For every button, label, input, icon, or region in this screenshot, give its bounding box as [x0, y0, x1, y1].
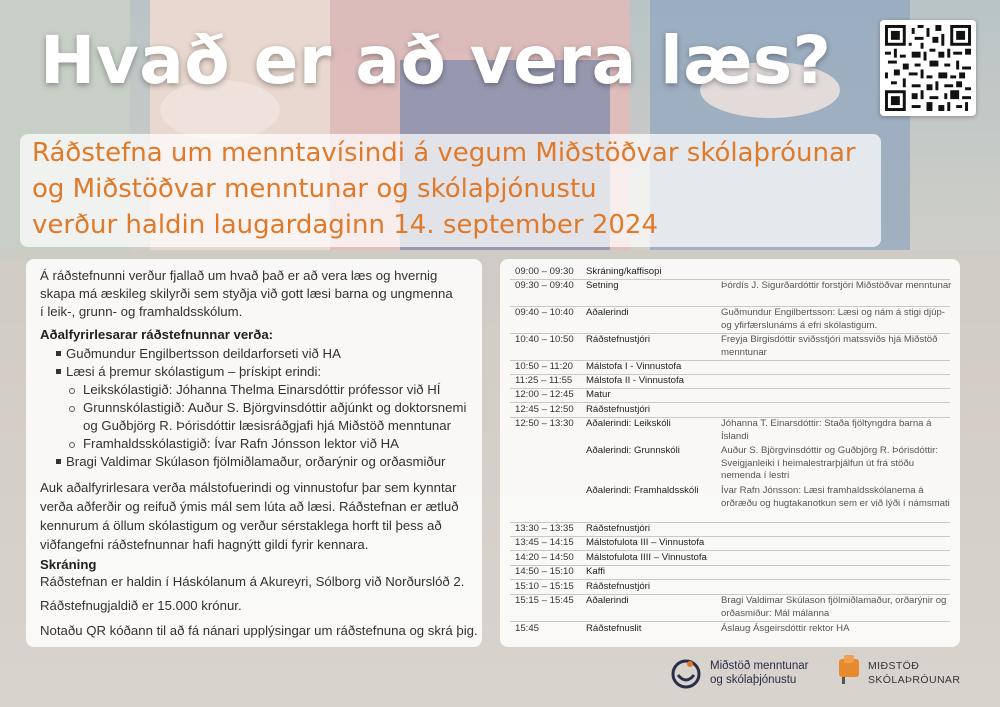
page-title: Hvað er að vera læs?	[40, 22, 832, 99]
sub-bullet-icon	[69, 442, 75, 448]
logo-line-1: Miðstöð menntunar	[710, 660, 809, 672]
workshops-line-1: Auk aðalfyrirlesara verða málstofuerindi og vinnustofur þar sem kynntar	[40, 480, 457, 495]
schedule-row	[510, 404, 950, 418]
midstod-menntunar-logo-icon	[668, 655, 704, 691]
schedule-time: 12:00 – 12:45	[515, 389, 574, 400]
schedule-time: 12:45 – 12:50	[515, 404, 574, 415]
schedule-item: Aðalerindi: Grunnskóli	[586, 445, 680, 456]
bullet-icon	[56, 459, 61, 464]
schedule-time: 13:45 – 14:15	[515, 537, 574, 548]
schedule-time: 13:30 – 13:35	[515, 523, 574, 534]
schedule-row	[510, 623, 950, 637]
intro-line-2: skapa má æskileg skilyrði sem styðja við gott læsi barna og ungmenna	[40, 286, 453, 301]
logo-text	[710, 660, 808, 687]
bullet-icon	[56, 351, 61, 356]
schedule-time: 15:45	[515, 623, 540, 634]
schedule-item: Málstofulota III – Vinnustofa	[586, 537, 705, 548]
schedule-detail: Ívar Rafn Jónsson: Læsi framhaldsskólanema á orðræðu og hugtakanotkun sem er við lýði í námsmati	[721, 485, 950, 509]
schedule-item: Setning	[586, 280, 619, 291]
schedule-row	[510, 334, 950, 361]
schedule-detail: Freyja Birgisdóttir sviðsstjóri matssviðs hjá Miðstöð menntunar	[721, 334, 938, 358]
workshops-line-4: viðfangefni ráðstefnunnar hafi hagnýtt gildi fyrir kennara.	[40, 537, 369, 552]
registration-location: Ráðstefnan er haldin í Háskólanum á Akureyri, Sólborg við Norðurslóð 2.	[40, 574, 465, 589]
schedule-detail: Jóhanna T. Einarsdóttir: Staða fjöltyngdra barna á Íslandi	[721, 418, 932, 442]
schedule-time: 14:20 – 14:50	[515, 552, 574, 563]
subtitle-line-1: Ráðstefna um menntavísindi á vegum Miðstöðvar skólaþróunar	[32, 138, 856, 168]
speaker-subitem: Leikskólastigið: Jóhanna Thelma Einarsdóttir prófessor við HÍ	[83, 382, 441, 397]
schedule-item: Aðalerindi: Framhaldsskóli	[586, 485, 699, 496]
schedule-row	[510, 537, 950, 551]
schedule-panel	[500, 259, 960, 647]
row-divider	[510, 621, 950, 622]
schedule-time: 10:50 – 11:20	[515, 361, 573, 372]
logo-midstod-menntunar	[668, 655, 828, 691]
logo-text	[868, 660, 960, 687]
row-divider	[510, 550, 950, 551]
midstod-skolathrounar-logo-icon	[836, 655, 864, 685]
schedule-item: Ráðstefnustjóri	[586, 334, 650, 345]
schedule-item: Ráðstefnustjóri	[586, 581, 650, 592]
schedule-row	[510, 280, 950, 307]
schedule-row	[510, 307, 950, 334]
schedule-time: 11:25 – 11:55	[515, 375, 573, 386]
schedule-row	[510, 266, 950, 280]
schedule-row	[510, 581, 950, 595]
schedule-detail: Guðmundur Engilbertsson: Læsi og nám á stigi djúp- og yfirfærslunáms á efri skólastigum.	[721, 307, 945, 331]
schedule-row	[510, 523, 950, 537]
subtitle-line-2: og Miðstöðvar menntunar og skólaþjónustu	[32, 174, 597, 204]
schedule-item: Aðalerindi: Leikskóli	[586, 418, 671, 429]
intro-line-1: Á ráðstefnunni verður fjallað um hvað það er að vera læs og hvernig	[40, 268, 438, 283]
schedule-item: Aðalerindi	[586, 595, 629, 606]
speaker-item: Bragi Valdimar Skúlason fjölmiðlamaður, orðarýnir og orðasmiður	[66, 454, 446, 469]
schedule-detail: Bragi Valdimar Skúlason fjölmiðlamaður, orðarýnir og orðasmiður: Mál málanna	[721, 595, 947, 619]
schedule-time: 10:40 – 10:50	[515, 334, 574, 345]
info-panel	[26, 259, 482, 647]
schedule-item: Skráning/kaffisopi	[586, 266, 662, 277]
speakers-heading: Aðalfyrirlesarar ráðstefnunnar verða:	[40, 327, 274, 342]
speaker-subitem: Grunnskólastigið: Auður S. Björgvinsdóttir aðjúnkt og doktorsnemi	[83, 400, 467, 415]
schedule-time: 09:00 – 09:30	[515, 266, 574, 277]
schedule-time: 15:10 – 15:15	[515, 581, 574, 592]
schedule-item: Matur	[586, 389, 611, 400]
schedule-time: 12:50 – 13:30	[515, 418, 574, 429]
schedule-row	[510, 361, 950, 375]
registration-heading: Skráning	[40, 557, 97, 572]
qr-code[interactable]	[880, 20, 976, 116]
speaker-item: Læsi á þremur skólastigum – þrískipt erindi:	[66, 364, 322, 379]
schedule-time: 15:15 – 15:45	[515, 595, 574, 606]
schedule-detail: Áslaug Ásgeirsdóttir rektor HA	[721, 623, 850, 634]
workshops-line-2: verða aðferðir og reifuð ýmis mál sem lúta að læsi. Ráðstefnan er ætluð	[40, 499, 459, 514]
schedule-time: 14:50 – 15:10	[515, 566, 574, 577]
logo-line-2: og skólaþjónustu	[710, 673, 797, 686]
speaker-subitem-cont: og Guðbjörg R. Þórisdóttir læsisráðgjafi hjá Miðstöð menntunar	[83, 418, 451, 433]
schedule-detail: Þórdís J. Sigurðardóttir forstjóri Miðstöðvar menntunar	[721, 280, 952, 291]
bullet-icon	[56, 369, 61, 374]
subtitle-line-3: verður haldin laugardaginn 14. september 2024	[32, 210, 659, 240]
row-divider	[510, 579, 950, 580]
schedule-row	[510, 566, 950, 580]
sub-bullet-icon	[69, 388, 75, 394]
speaker-subitem: Framhaldsskólastigið: Ívar Rafn Jónsson lektor við HA	[83, 436, 399, 451]
row-divider	[510, 402, 950, 403]
schedule-row	[510, 445, 950, 485]
workshops-line-3: kennurum á öllum skólastigum og verður sérstaklega horft til þess að	[40, 518, 442, 533]
schedule-item: Ráðstefnustjóri	[586, 523, 650, 534]
speaker-item: Guðmundur Engilbertsson deildarforseti við HA	[66, 346, 341, 361]
schedule-item: Málstofa II - Vinnustofa	[586, 375, 684, 386]
schedule-row	[510, 595, 950, 622]
schedule-item: Ráðstefnuslit	[586, 623, 642, 634]
schedule-time: 09:40 – 10:40	[515, 307, 574, 318]
registration-qr-note: Notaðu QR kóðann til að fá nánari upplýsingar um ráðstefnuna og skrá þig.	[40, 623, 478, 638]
schedule-item: Málstofa I - Vinnustofa	[586, 361, 682, 372]
logo-midstod-skolathrounar	[836, 655, 966, 691]
schedule-detail: Auður S. Björgvinsdóttir og Guðbjörg R. Þórisdóttir: Sveigjanleiki í heimalestrarþjálfun út frá stöðu nemenda í lestri	[721, 445, 939, 481]
schedule-item: Málstofulota IIII – Vinnustofa	[586, 552, 707, 563]
schedule-item: Aðalerindi	[586, 307, 629, 318]
qr-code-icon	[885, 25, 971, 111]
logo-line-2: SKÓLAÞRÓUNAR	[868, 673, 961, 686]
logo-line-1: MIÐSTÖÐ	[868, 660, 920, 672]
schedule-item: Kaffi	[586, 566, 606, 577]
schedule-row	[510, 418, 950, 444]
schedule-item: Ráðstefnustjóri	[586, 404, 650, 415]
schedule-row	[510, 552, 950, 566]
schedule-row	[510, 485, 950, 523]
registration-fee: Ráðstefnugjaldið er 15.000 krónur.	[40, 598, 242, 613]
subtitle-box	[20, 134, 881, 247]
schedule-row	[510, 389, 950, 403]
intro-line-3: í leik-, grunn- og framhaldsskólum.	[40, 304, 243, 319]
schedule-time: 09:30 – 09:40	[515, 280, 574, 291]
schedule-row	[510, 375, 950, 389]
sub-bullet-icon	[69, 406, 75, 412]
